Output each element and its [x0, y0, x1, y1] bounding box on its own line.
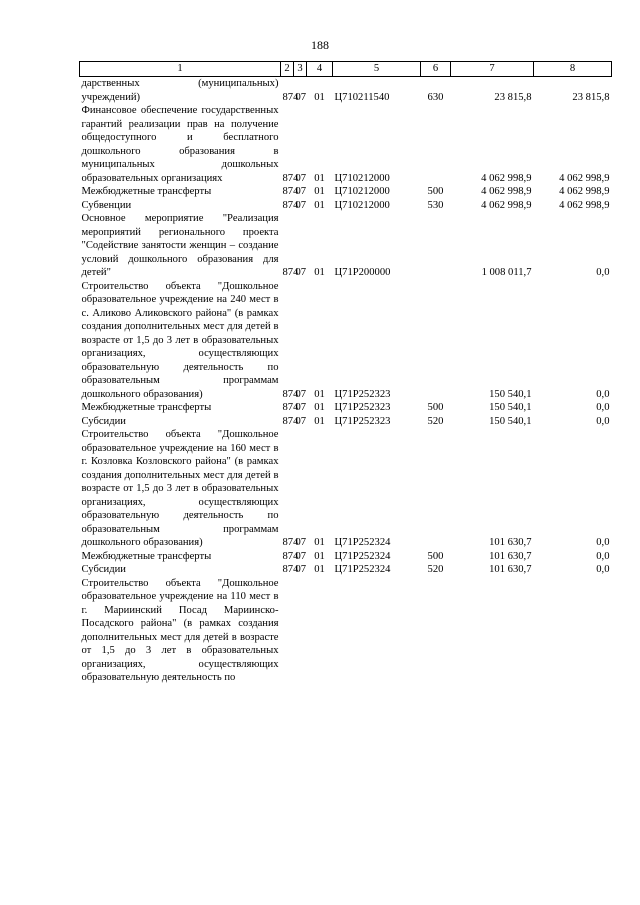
row-expense-type-cell: 500	[427, 550, 444, 562]
row-grbs-cell: 874	[282, 550, 299, 562]
table-row	[80, 563, 612, 577]
row-subsection-cell: 01	[314, 199, 325, 211]
row-grbs-cell: 874	[282, 267, 299, 278]
row-name-cell: Субсидии	[81, 415, 126, 427]
column-header: 8	[534, 62, 612, 77]
table-row	[80, 280, 612, 402]
row-grbs-cell: 874	[282, 172, 299, 184]
row-amount-2-cell	[534, 577, 612, 685]
row-amount-2-cell: 4 062 998,9	[559, 186, 610, 197]
table-row	[80, 199, 612, 213]
row-name-cell: Межбюджетные трансферты	[81, 186, 212, 197]
row-section-cell: 07	[295, 172, 307, 184]
row-amount-2-cell: 0,0	[596, 537, 610, 548]
row-target-article-cell: Ц710212000	[334, 199, 390, 211]
column-header: 7	[451, 62, 534, 77]
row-amount-2-cell: 4 062 998,9	[559, 172, 610, 184]
row-amount-1-cell: 150 540,1	[489, 415, 532, 427]
row-target-article-cell: Ц71Р200000	[334, 267, 391, 278]
row-expense-type-cell: 500	[427, 402, 444, 413]
row-grbs-cell: 874	[282, 537, 299, 548]
row-target-article-cell	[333, 577, 421, 685]
row-section-cell: 07	[295, 402, 307, 413]
row-name-cell: Финансовое обеспечение государственных гарантий реализации прав на получение общедоступного и бесплатного дошкольного образования в муниципальных дошкольных образовательных организациях	[81, 105, 279, 184]
row-name-cell: Строительство объекта "Дошкольное образовательное учреждение на 110 мест в г. Мариинский Посад Мариинско-Посадского района" (в рамках создания дополнительных мест для детей в возрасте от 1,5 до 3 лет в образовательных организациях, осуществляющих образовательную деятельность по	[81, 577, 279, 683]
row-amount-1-cell: 150 540,1	[489, 388, 532, 400]
row-name-cell: Межбюджетные трансферты	[81, 402, 212, 413]
row-section-cell: 07	[295, 415, 307, 427]
table-row	[80, 212, 612, 280]
row-section-cell: 07	[295, 537, 307, 548]
row-grbs-cell: 874	[282, 402, 299, 413]
row-amount-1-cell: 101 630,7	[489, 550, 532, 562]
row-section-cell: 07	[295, 388, 307, 400]
row-expense-type-cell: 500	[427, 186, 444, 197]
row-target-article-cell: Ц71Р252324	[334, 564, 391, 575]
row-subsection-cell: 01	[314, 186, 325, 197]
row-grbs-cell: 874	[282, 186, 299, 197]
row-expense-type-cell: 520	[427, 564, 444, 575]
row-grbs-cell: 874	[282, 415, 299, 427]
row-amount-1-cell: 101 630,7	[489, 537, 532, 548]
column-header: 4	[307, 62, 333, 77]
row-expense-type-cell: 530	[427, 199, 444, 211]
row-subsection-cell: 01	[314, 172, 325, 184]
row-grbs-cell	[281, 577, 294, 685]
row-section-cell: 07	[295, 199, 307, 211]
row-subsection-cell	[307, 577, 333, 685]
row-amount-2-cell: 0,0	[596, 267, 610, 278]
row-name-cell: Строительство объекта "Дошкольное образовательное учреждение на 160 мест в г. Козловка Козловского района" (в рамках создания дополнительных мест для детей в возрасте от 1,5 до 3 лет в образовательных организациях, осуществляющих образовательную деятельность по образовательным программам дошкольного образования)	[81, 429, 279, 548]
row-target-article-cell: Ц71Р252324	[334, 537, 391, 548]
row-target-article-cell: Ц71Р252323	[334, 388, 391, 400]
row-target-article-cell: Ц71Р252323	[334, 415, 391, 427]
row-grbs-cell: 874	[282, 388, 299, 400]
column-header: 5	[333, 62, 421, 77]
row-subsection-cell: 01	[314, 91, 325, 103]
row-amount-1-cell	[451, 577, 534, 685]
row-expense-type-cell: 630	[427, 91, 444, 103]
row-name-cell: Субсидии	[81, 564, 126, 575]
header-row	[80, 62, 612, 77]
row-amount-1-cell: 4 062 998,9	[481, 186, 532, 197]
row-subsection-cell: 01	[314, 402, 325, 413]
row-target-article-cell: Ц710211540	[334, 91, 390, 103]
row-subsection-cell: 01	[314, 267, 325, 278]
row-amount-2-cell: 23 815,8	[572, 91, 610, 103]
table-row	[80, 550, 612, 564]
table-row	[80, 415, 612, 429]
row-name-cell: Основное мероприятие "Реализация мероприятий регионального проекта "Содействие занятости женщин – создание условий дошкольного образования для детей"	[81, 213, 279, 278]
row-target-article-cell: Ц71Р252324	[334, 550, 391, 562]
table-row	[80, 185, 612, 199]
row-expense-type-cell	[421, 104, 451, 185]
row-grbs-cell: 874	[282, 199, 299, 211]
row-name-cell: Межбюджетные трансферты	[81, 550, 212, 562]
row-subsection-cell: 01	[314, 415, 325, 427]
table-row	[80, 401, 612, 415]
budget-table	[79, 61, 612, 685]
row-section-cell: 07	[295, 550, 307, 562]
row-target-article-cell: Ц71Р252323	[334, 402, 391, 413]
row-expense-type-cell	[421, 577, 451, 685]
row-subsection-cell: 01	[314, 564, 325, 575]
row-subsection-cell: 01	[314, 550, 325, 562]
column-header: 6	[421, 62, 451, 77]
row-section-cell: 07	[295, 186, 307, 197]
table-row	[80, 428, 612, 550]
row-section-cell: 07	[295, 267, 307, 278]
row-section-cell: 07	[295, 564, 307, 575]
page-number: 188	[311, 38, 329, 52]
table-row	[80, 577, 612, 685]
row-amount-1-cell: 23 815,8	[494, 91, 532, 103]
row-amount-1-cell: 4 062 998,9	[481, 199, 532, 211]
row-grbs-cell: 874	[282, 564, 299, 575]
row-subsection-cell: 01	[314, 388, 325, 400]
row-expense-type-cell	[421, 212, 451, 280]
row-target-article-cell: Ц710212000	[334, 186, 390, 197]
row-expense-type-cell: 520	[427, 415, 444, 427]
row-amount-1-cell: 1 008 011,7	[481, 267, 532, 278]
row-name-cell: Субвенции	[81, 199, 132, 211]
row-amount-1-cell: 4 062 998,9	[481, 172, 532, 184]
row-amount-2-cell: 0,0	[596, 402, 610, 413]
table-row	[80, 104, 612, 185]
row-amount-2-cell: 0,0	[596, 388, 610, 400]
row-amount-2-cell: 0,0	[596, 415, 610, 427]
row-name-cell: Строительство объекта "Дошкольное образовательное учреждение на 240 мест в с. Аликово Аликовского района" (в рамках создания дополнительных мест для детей в возрасте от 1,5 до 3 лет в образовательных организациях, осуществляющих образовательную деятельность по образовательным программам дошкольного образования)	[81, 280, 279, 400]
row-amount-2-cell: 0,0	[596, 550, 610, 562]
row-amount-2-cell: 4 062 998,9	[559, 199, 610, 211]
row-grbs-cell: 874	[282, 91, 299, 103]
row-target-article-cell: Ц710212000	[334, 172, 390, 184]
table-row	[80, 77, 612, 105]
row-expense-type-cell	[421, 280, 451, 402]
row-expense-type-cell	[421, 428, 451, 550]
column-header: 3	[294, 62, 307, 77]
row-amount-2-cell: 0,0	[596, 564, 610, 575]
column-header: 2	[281, 62, 294, 77]
row-name-cell: дарственных (муниципальных) учреждений)	[81, 78, 279, 103]
row-amount-1-cell: 150 540,1	[489, 402, 532, 413]
row-subsection-cell: 01	[314, 537, 325, 548]
column-header: 1	[80, 62, 281, 77]
table-body	[80, 77, 612, 685]
row-amount-1-cell: 101 630,7	[489, 564, 532, 575]
row-section-cell	[294, 577, 307, 685]
row-section-cell: 07	[295, 91, 307, 103]
